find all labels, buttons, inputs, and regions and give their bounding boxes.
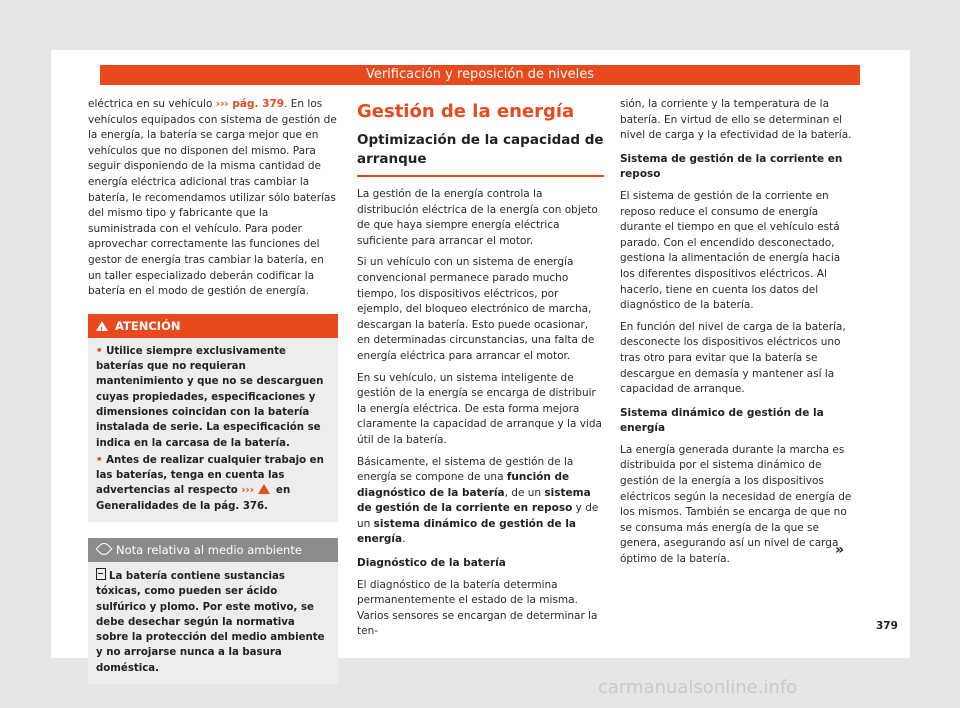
watermark: carmanualsonline.info bbox=[598, 677, 798, 698]
warning-box bbox=[88, 314, 338, 522]
paragraph: Si un vehículo con un sistema de energía convencional permanece parado mucho tiempo, los dispositivos eléctricos, por ejemplo, del bloqueo electrónico de marcha, descargan la batería. Esto puede ocasionar, en determinadas circunstancias, una falta de energía eléctrica para arrancar el motor. bbox=[357, 256, 595, 362]
section-heading: Gestión de la energía bbox=[357, 101, 575, 122]
section-header: Verificación y reposición de niveles bbox=[100, 65, 860, 85]
column-middle bbox=[357, 97, 604, 646]
paragraph: En función del nivel de carga de la batería, desconecte los dispositivos eléctricos uno tras otro para evitar que la batería se descargue en demasía y mantener así la capacidad de arranque. bbox=[620, 320, 846, 396]
warning-icon bbox=[96, 321, 108, 331]
paragraph: sión, la corriente y la temperatura de la batería. En virtud de ello se determinan el nivel de carga y la efectividad de la batería. bbox=[620, 98, 852, 142]
warning-icon bbox=[258, 484, 270, 494]
paragraph: Básicamente, el sistema de gestión de la energía se compone de una función de diagnóstico de la batería, de un sistema de gestión de la corriente en reposo y de un sistema dinámico de gestión de la energía. bbox=[357, 455, 599, 546]
paragraph-heading: Sistema de gestión de la corriente en reposo bbox=[620, 152, 843, 181]
continue-marker: » bbox=[835, 542, 845, 558]
warning-bullet: • Utilice siempre exclusivamente baterías que no requieran mantenimiento y que no se descarguen cuyas propiedades, especificaciones y dimensiones coincidan con la batería instalada de serie. La especificación se indica en la carcasa de la batería. bbox=[96, 345, 324, 449]
leaf-icon bbox=[96, 540, 113, 557]
warning-reference-link[interactable]: ››› bbox=[241, 485, 254, 497]
battery-recycle-icon bbox=[96, 568, 106, 580]
paragraph: La energía generada durante la marcha es distribuida por el sistema dinámico de gestión de la energía a los dispositivos eléctricos según la necesidad de energía de los mismos. También se encarga de que no se consuma más energía de la que se genera, asegurando así un nivel de carga óptimo de la batería. bbox=[620, 443, 852, 566]
paragraph: La gestión de la energía controla la distribución eléctrica de la energía con objeto de que haya siempre energía eléctrica suficiente para arrancar el motor. bbox=[357, 188, 598, 247]
environment-note-title: Nota relativa al medio ambiente bbox=[88, 538, 338, 562]
warning-title: ! ATENCIÓN bbox=[88, 314, 338, 338]
page-reference-link[interactable]: ››› pág. 379 bbox=[215, 98, 285, 110]
paragraph: eléctrica en su vehículo ››› pág. 379. En los vehículos equipados con sistema de gestión de la energía, la batería se carga mejor que en vehículos que no disponen del mismo. Para seguir disponiendo de la misma cantidad de energía eléctrica adicional tras cambiar la batería, le recomendamos utilizar sólo baterías del mismo tipo y fabricante que la suministrada con el vehículo. Para poder aprovechar correctamente las funciones del gestor de energía tras cambiar la batería, en un taller especializado deberán codificar la batería en el modo de gestión de energía. bbox=[88, 98, 337, 298]
column-right bbox=[620, 97, 858, 574]
paragraph-heading: Diagnóstico de la batería bbox=[357, 557, 506, 570]
paragraph-heading: Sistema dinámico de gestión de la energía bbox=[620, 406, 824, 435]
paragraph: En su vehículo, un sistema inteligente de gestión de la energía se encarga de distribuir la energía eléctrica. De esta forma mejora claramente la capacidad de arranque y la vida útil de la batería. bbox=[357, 371, 602, 446]
page-number: 379 bbox=[876, 620, 898, 632]
paragraph: El diagnóstico de la batería determina permanentemente el estado de la misma. Varios sensores se encargan de determinar la ten- bbox=[357, 578, 598, 638]
paragraph: El sistema de gestión de la corriente en reposo reduce el consumo de energía durante el tiempo en que el vehículo está parado. Con el encendido desconectado, gestiona la alimentación de energía hacia los diferentes dispositivos eléctricos. Al hacerlo, tiene en cuenta los datos del diagnóstico de la batería. bbox=[620, 189, 841, 312]
column-left bbox=[88, 97, 338, 684]
subsection-heading: Optimización de la capacidad de arranque bbox=[357, 131, 604, 177]
warning-bullet: • Antes de realizar cualquier trabajo en las baterías, tenga en cuenta las advertencias al respecto ››› en Generalidades de la pág. 376. bbox=[96, 454, 324, 512]
environment-note-box: Nota relativa al medio ambiente La batería contiene sustancias tóxicas, como pueden ser ácido sulfúrico y plomo. Por este motivo, se debe desechar según la normativa sobre la protección del medio ambiente y no arrojarse nunca a la basura doméstica. bbox=[88, 538, 338, 684]
